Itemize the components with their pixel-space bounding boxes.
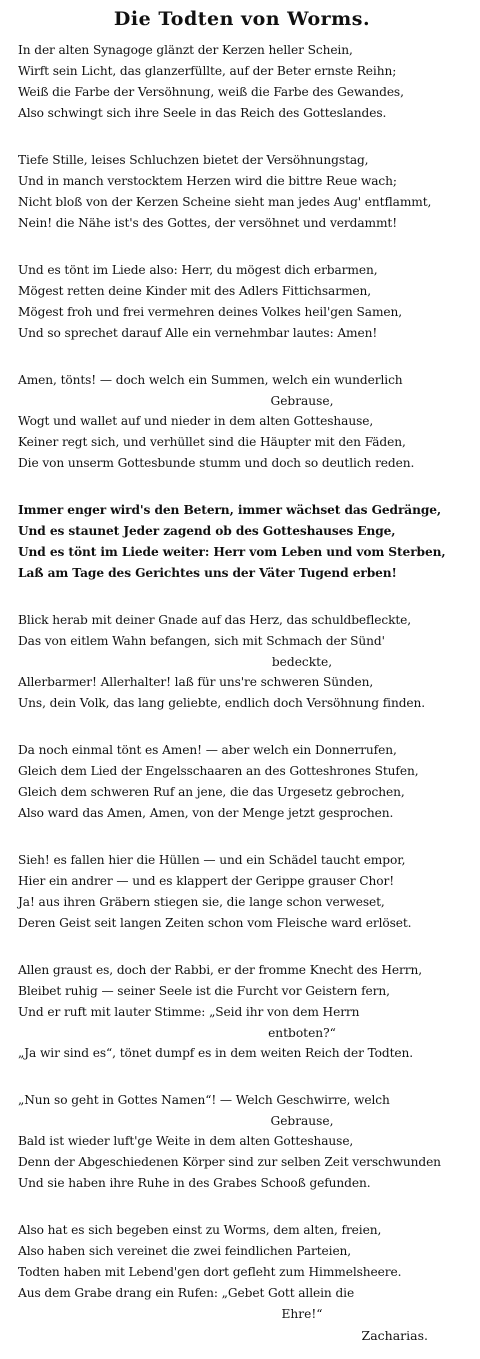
verse-line: Also schwingt sich ihre Seele in das Reich des Gotteslandes.: [18, 106, 387, 120]
verse-line: Tiefe Stille, leises Schluchzen bietet der Versöhnungstag,: [18, 153, 369, 167]
verse-line: Gleich dem Lied der Engelsschaaren an des Gotteshrones Stufen,: [18, 764, 419, 778]
verse-line: Allerbarmer! Allerhalter! laß für uns're schweren Sünden,: [18, 675, 374, 689]
verse-line: Bleibet ruhig — seiner Seele ist die Furcht vor Geistern fern,: [18, 984, 390, 998]
verse-line: Allen graust es, doch der Rabbi, er der fromme Knecht des Herrn,: [18, 963, 422, 977]
verse-line: Laß am Tage des Gerichtes uns der Väter Tugend erben!: [18, 566, 397, 580]
stanza-9: [18, 960, 466, 1064]
verse-line: Und es staunet Jeder zagend ob des Gotteshauses Enge,: [18, 524, 396, 538]
verse-line: Wirft sein Licht, das glanzerfüllte, auf der Beter ernste Reihn;: [18, 64, 397, 78]
verse-line: Todten haben mit Lebend'gen dort gefleht zum Himmelsheere.: [18, 1265, 402, 1279]
verse-line: Also hat es sich begeben einst zu Worms, dem alten, freien,: [18, 1223, 382, 1237]
verse-line: Amen, tönts! — doch welch ein Summen, welch ein wunderlich: [18, 373, 403, 387]
verse-line: Und es tönt im Liede also: Herr, du mögest dich erbarmen,: [18, 263, 378, 277]
verse-line: Da noch einmal tönt es Amen! — aber welch ein Donnerrufen,: [18, 743, 397, 757]
verse-line: Und so sprechet darauf Alle ein vernehmbar lautes: Amen!: [18, 326, 378, 340]
verse-line: Immer enger wird's den Betern, immer wächset das Gedränge,: [18, 503, 442, 517]
stanza-8: [18, 850, 466, 934]
stanza-4: [18, 370, 466, 474]
poem-title: Die Todten von Worms.: [113, 8, 371, 30]
verse-line: Die von unserm Gottesbunde stumm und doch so deutlich reden.: [18, 456, 415, 470]
verse-line: Also haben sich vereinet die zwei feindlichen Parteien,: [18, 1244, 352, 1258]
verse-line: Uns, dein Volk, das lang geliebte, endlich doch Versöhnung finden.: [18, 696, 426, 710]
verse-line: Wogt und wallet auf und nieder in dem alten Gotteshause,: [18, 414, 374, 428]
verse-line: Blick herab mit deiner Gnade auf das Herz, das schuldbefleckte,: [18, 613, 412, 627]
verse-line: Ja! aus ihren Gräbern stiegen sie, die lange schon verweset,: [18, 895, 385, 909]
verse-line: Keiner regt sich, und verhüllet sind die Häupter mit den Fäden,: [18, 435, 406, 449]
verse-line: Das von eitlem Wahn befangen, sich mit Schmach der Sünd': [18, 634, 385, 648]
verse-line: Und sie haben ihre Ruhe in des Grabes Schooß gefunden.: [18, 1176, 371, 1190]
verse-line: Denn der Abgeschiedenen Körper sind zur selben Zeit verschwunden: [18, 1155, 441, 1169]
verse-line: Und es tönt im Liede weiter: Herr vom Leben und vom Sterben,: [18, 545, 446, 559]
stanza-3: [18, 260, 466, 344]
verse-continuation: entboten?“: [268, 1026, 336, 1040]
verse-line: Deren Geist seit langen Zeiten schon vom Fleische ward erlöset.: [18, 916, 412, 930]
stanza-2: [18, 150, 466, 234]
verse-line: „Ja wir sind es“, tönet dumpf es in dem weiten Reich der Todten.: [18, 1046, 414, 1060]
verse-line: „Nun so geht in Gottes Namen“! — Welch Geschwirre, welch: [18, 1093, 390, 1107]
stanza-6: [18, 610, 466, 714]
verse-continuation: Gebrause,: [270, 394, 334, 408]
stanza-1: [18, 40, 466, 124]
verse-line: Aus dem Grabe drang ein Rufen: „Gebet Gott allein die: [18, 1286, 355, 1300]
verse-line: Sieh! es fallen hier die Hüllen — und ein Schädel taucht empor,: [18, 853, 406, 867]
verse-line: Nein! die Nähe ist's des Gottes, der versöhnet und verdammt!: [18, 216, 397, 230]
author-signature: Zacharias.: [361, 1328, 428, 1343]
stanza-5: [18, 500, 466, 584]
verse-line: Und in manch verstocktem Herzen wird die bittre Reue wach;: [18, 174, 397, 188]
verse-line: Nicht bloß von der Kerzen Scheine sieht man jedes Aug' entflammt,: [18, 195, 432, 209]
verse-line: Mögest froh und frei vermehren deines Volkes heil'gen Samen,: [18, 305, 403, 319]
verse-line: Weiß die Farbe der Versöhnung, weiß die Farbe des Gewandes,: [18, 85, 404, 99]
stanza-7: [18, 740, 466, 824]
verse-line: In der alten Synagoge glänzt der Kerzen heller Schein,: [18, 43, 353, 57]
verse-line: Mögest retten deine Kinder mit des Adlers Fittichsarmen,: [18, 284, 372, 298]
verse-continuation: Ehre!“: [281, 1307, 323, 1321]
verse-line: Also ward das Amen, Amen, von der Menge jetzt gesprochen.: [18, 806, 394, 820]
verse-line: Hier ein andrer — und es klappert der Gerippe grauser Chor!: [18, 874, 394, 888]
verse-line: Und er ruft mit lauter Stimme: „Seid ihr von dem Herrn: [18, 1005, 360, 1019]
verse-continuation: bedeckte,: [271, 655, 333, 669]
verse-line: Bald ist wieder luft'ge Weite in dem alten Gotteshause,: [18, 1134, 354, 1148]
stanza-11: [18, 1220, 466, 1324]
verse-continuation: Gebrause,: [270, 1114, 334, 1128]
verse-line: Gleich dem schweren Ruf an jene, die das Urgesetz gebrochen,: [18, 785, 405, 799]
stanza-10: [18, 1090, 466, 1194]
